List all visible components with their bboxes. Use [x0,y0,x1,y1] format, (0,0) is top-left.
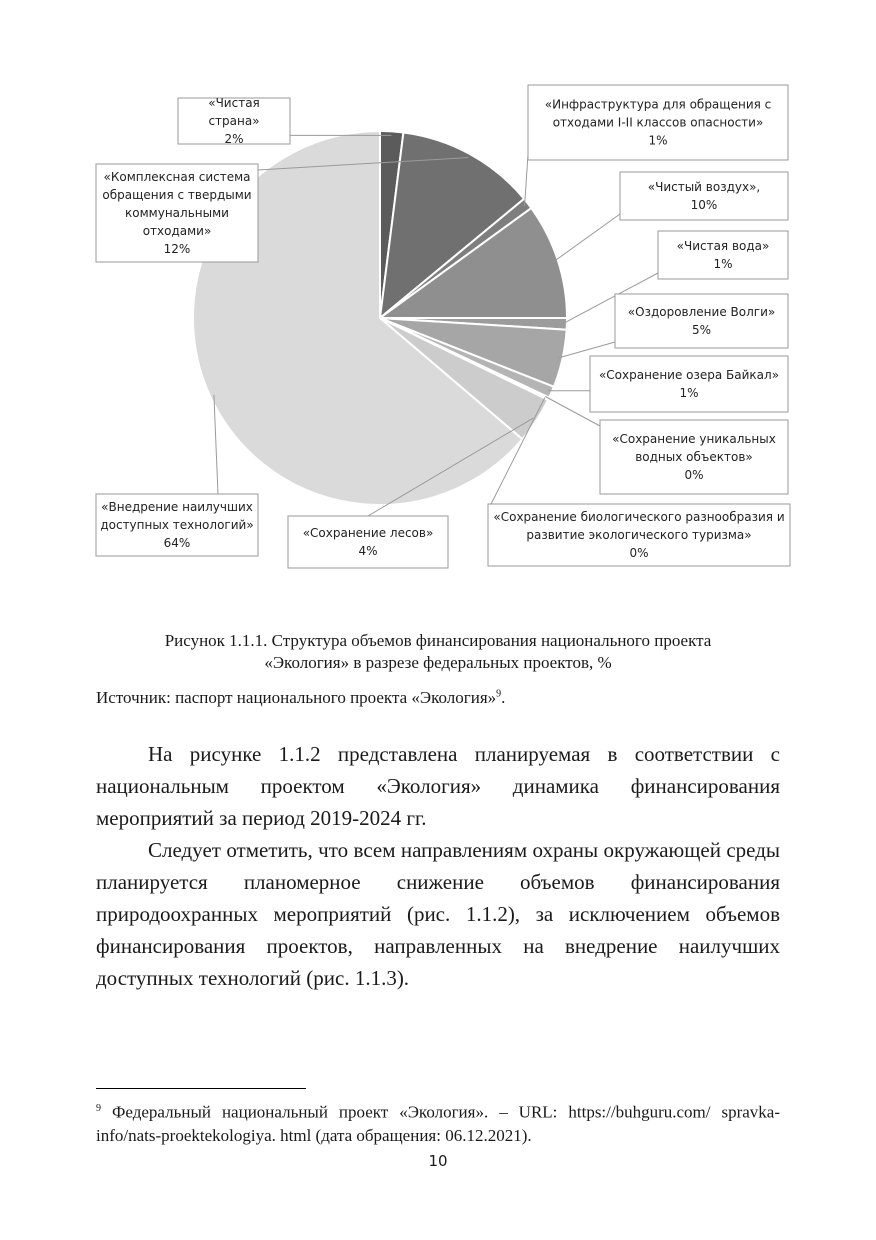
slice-name-label: «Сохранение биологического разнообразия и [493,510,785,524]
source-text: Источник: паспорт национального проекта «Экология» [96,688,497,707]
slice-name-label: «Сохранение уникальных [612,432,776,446]
page-number: 10 [428,1152,448,1170]
slice-name-label: «Сохранение озера Байкал» [598,368,780,382]
footnote-divider [96,1088,306,1089]
paragraph-2: Следует отметить, что всем направлениям охраны окружающей среды планируется планомерное снижение объемов финансирования природоохранных мероприятий (рис. 1.1.2), за исключением объемов финансирования проектов, направленных на внедрение наилучших доступных технологий (рис. 1.1.3). [96,838,780,990]
slice-name-label: «Чистая вода» [676,239,770,253]
slice-name-label: развитие экологического туризма» [526,528,752,542]
slice-percent-label: 10% [690,198,718,212]
slice-name-label: «Комплексная система [103,170,251,184]
slice-name-label: водных объектов» [635,450,753,464]
slice-percent-label: 4% [358,544,378,558]
callout-box [288,516,448,568]
slice-name-label: «Чистая [208,96,260,110]
slice-name-label: «Чистый воздух», [647,180,761,194]
callout-leader-line [554,214,620,261]
slice-percent-label: 12% [163,242,191,256]
slice-percent-label: 0% [684,468,704,482]
footnote-ref: 9 [96,1103,101,1114]
slice-name-label: отходами» [142,224,212,238]
slice-name-label: отходами I-II классов опасности» [552,115,764,130]
source-footnote-ref: 9 [496,688,502,700]
paragraph-1: На рисунке 1.1.2 представлена планируемая в соответствии с национальным проектом «Экология» динамика финансирования мероприятий за период 2019-2024 гг. [96,742,780,830]
body-text [96,738,780,994]
figure-caption [96,630,780,674]
slice-percent-label: 0% [629,546,649,560]
pie-chart [0,0,876,610]
slice-percent-label: 64% [163,536,191,550]
slice-percent-label: 1% [648,133,668,148]
slice-name-label: «Внедрение наилучших [101,500,253,514]
caption-line-2: «Экология» в разрезе федеральных проектов, % [264,653,612,672]
slice-percent-label: 5% [691,323,712,337]
slice-name-label: «Инфраструктура для обращения с [544,97,772,112]
figure-source [96,688,505,708]
slice-name-label: «Оздоровление Волги» [627,305,776,319]
slice-percent-label: 2% [224,132,244,146]
footnote [96,1097,780,1147]
callout-box [590,356,788,412]
slice-name-label: «Сохранение лесов» [302,526,434,540]
slice-percent-label: 1% [679,386,699,400]
callout-leader-line [525,154,528,206]
slice-name-label: страна» [208,114,260,128]
slice-name-label: коммунальными [125,206,229,220]
caption-line-1: Рисунок 1.1.1. Структура объемов финансирования национального проекта [164,631,712,650]
callout-box [615,294,788,348]
slice-name-label: обращения с твердыми [102,188,252,202]
source-end: . [501,688,506,707]
slice-name-label: доступных технологий» [100,518,254,532]
footnote-text: Федеральный национальный проект «Экология». – URL: https://buhguru.com/ spravka-info/nats-proektekologiya. html (дата обращения: 06.12.2021). [96,1102,781,1145]
slice-percent-label: 1% [713,257,733,271]
